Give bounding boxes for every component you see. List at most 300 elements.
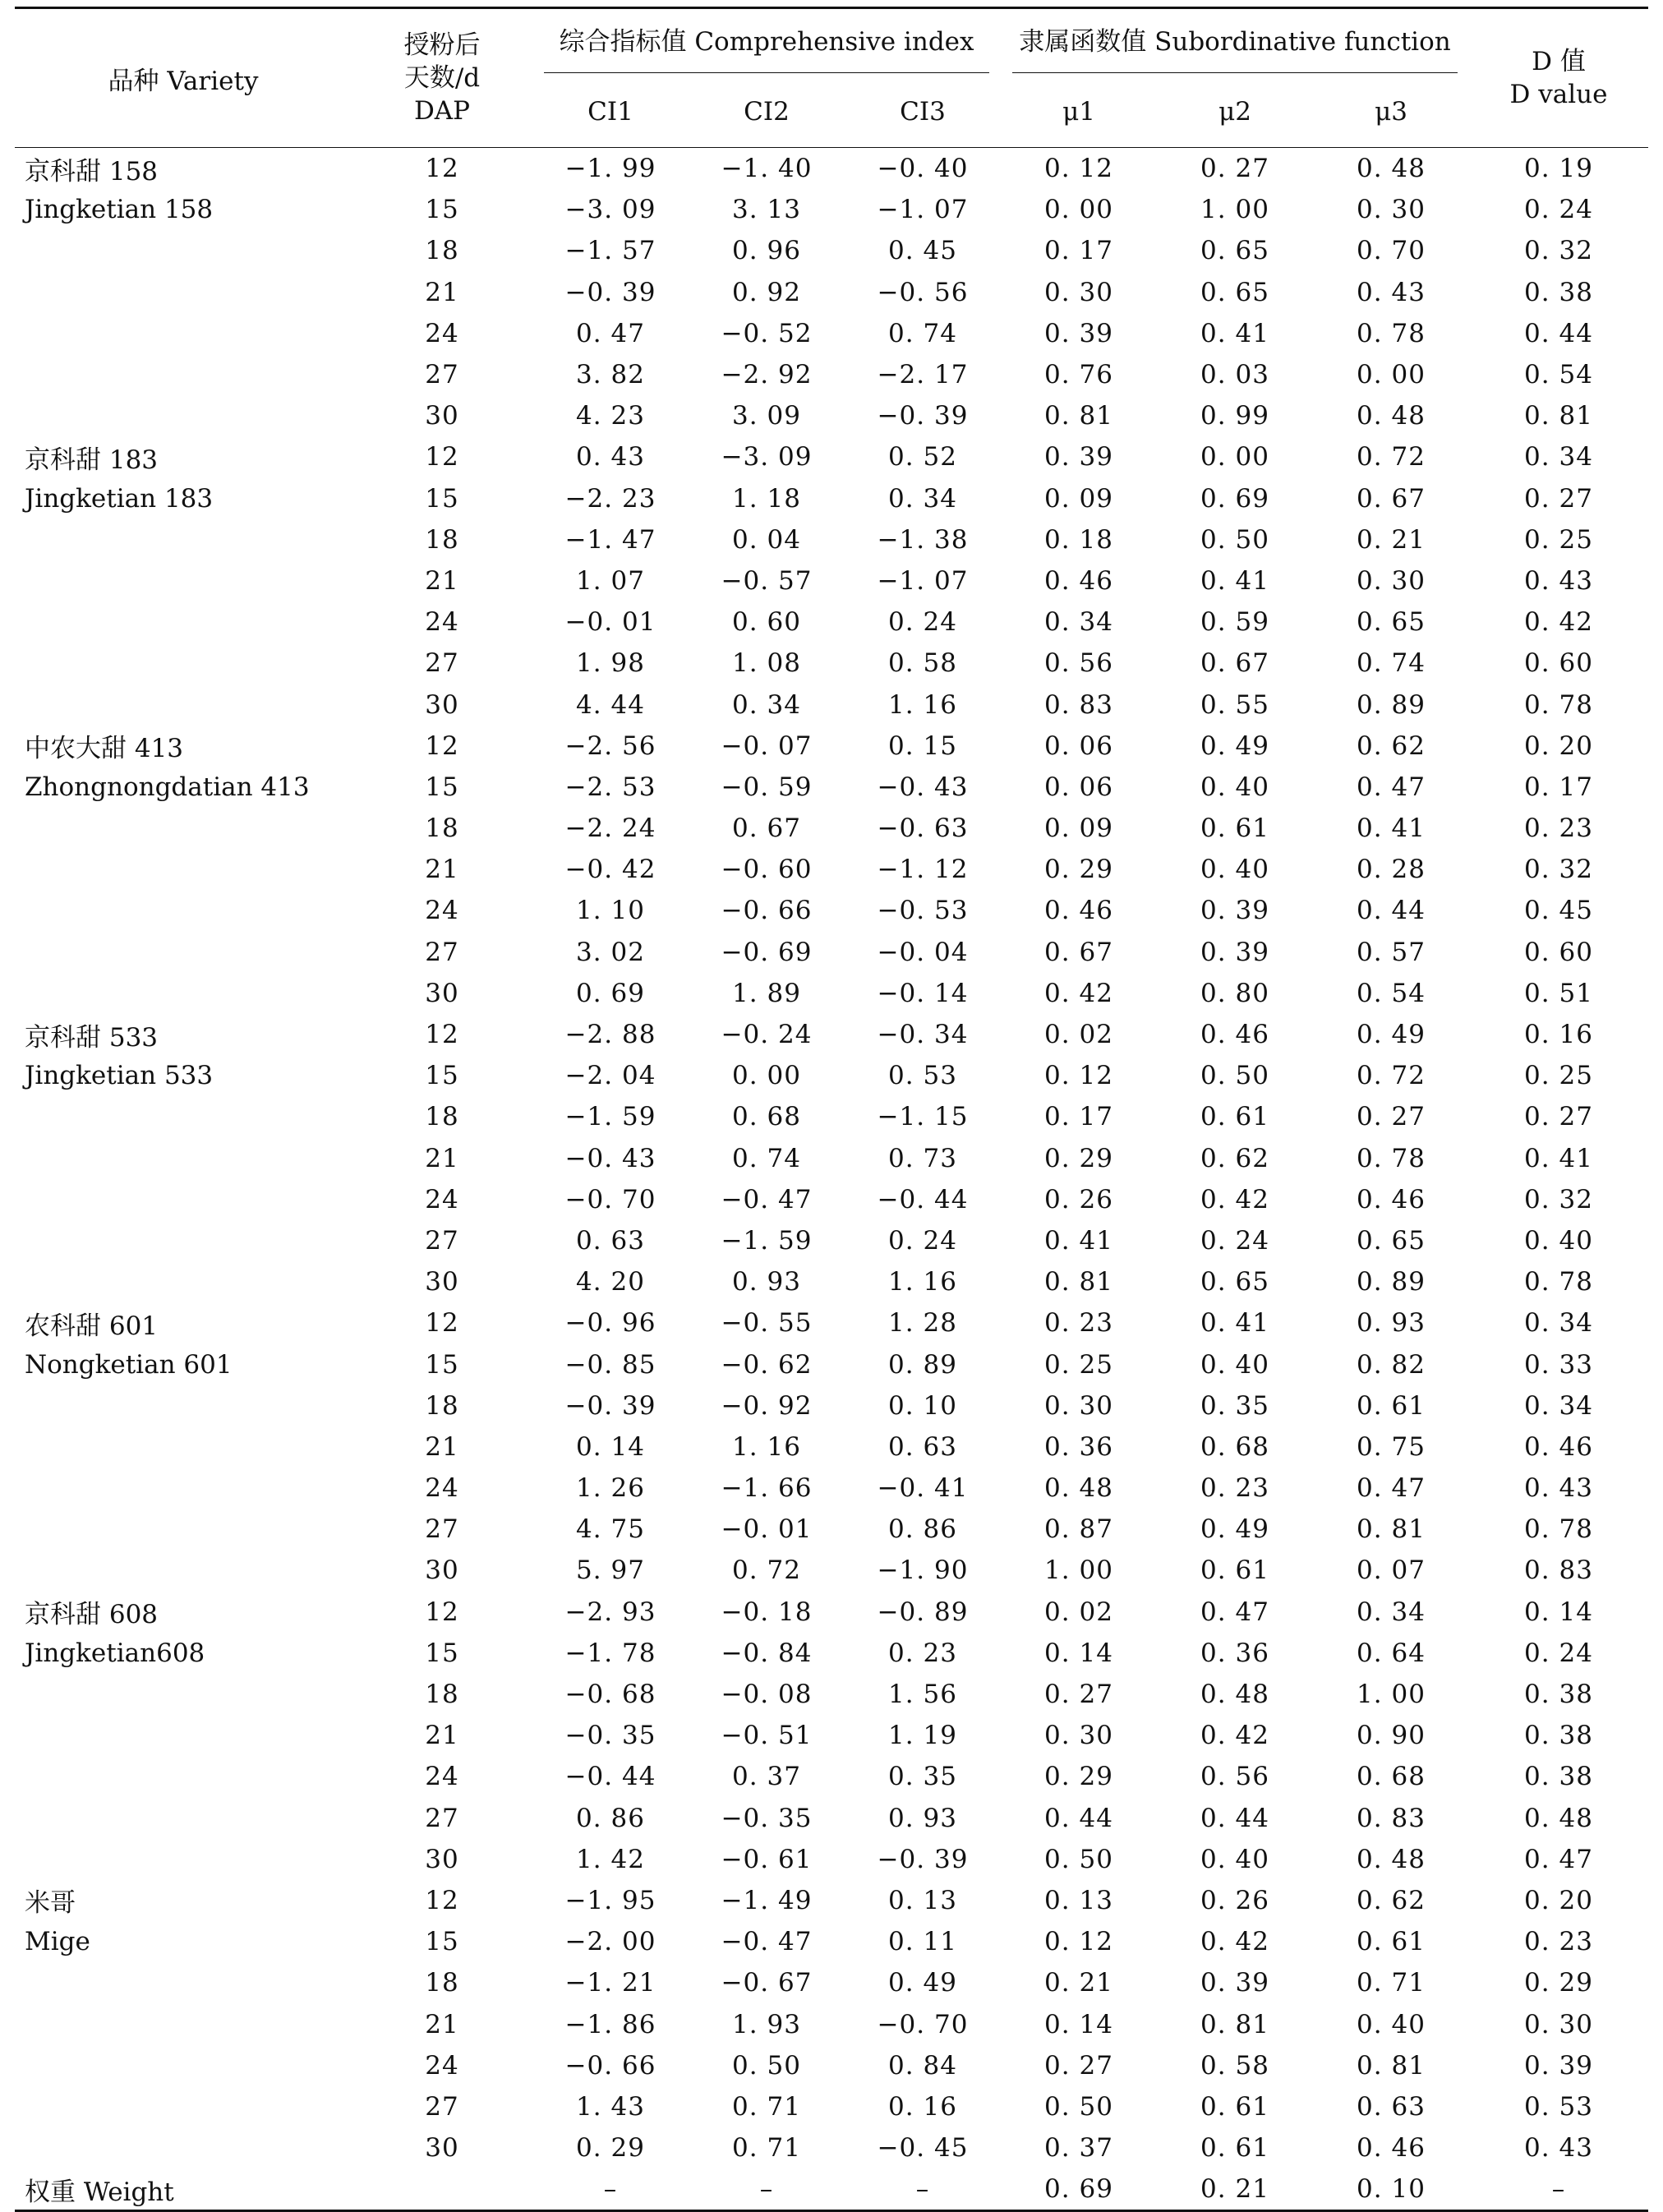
cell-dap: 24	[425, 1473, 459, 1504]
cell-d: 0. 32	[1524, 1184, 1593, 1214]
cell-mu3: 0. 72	[1357, 442, 1426, 472]
cell-mu1: 0. 23	[1044, 1308, 1113, 1339]
cell-ci1: −2. 23	[564, 483, 656, 514]
cell-mu2: 0. 67	[1200, 648, 1269, 679]
cell-dap: 24	[425, 896, 459, 926]
cell-mu1: 0. 13	[1044, 1885, 1113, 1915]
header-ci2: CI2	[689, 76, 845, 148]
cell-ci3: −0. 45	[877, 2133, 969, 2164]
table-row	[15, 2045, 1648, 2086]
cell-d: 0. 83	[1524, 1555, 1593, 1586]
cell-dap: 24	[425, 1762, 459, 1792]
table-row	[15, 684, 1648, 725]
cell-ci2: 3. 13	[732, 195, 801, 225]
cell-ci1: −3. 09	[564, 195, 656, 225]
cell-dap: 21	[425, 855, 459, 885]
table-row	[15, 1055, 1648, 1096]
cell-d: 0. 33	[1524, 1349, 1593, 1380]
cell-variety	[15, 2086, 352, 2127]
cell-mu3: 0. 44	[1357, 896, 1426, 926]
data-table	[15, 7, 1648, 2212]
cell-d: 0. 47	[1524, 1844, 1593, 1874]
cell-mu1: 0. 06	[1044, 730, 1113, 761]
cell-mu1: 0. 29	[1044, 1143, 1113, 1173]
cell-ci2: 0. 60	[732, 607, 801, 638]
table-row	[15, 808, 1648, 849]
cell-ci1: −0. 35	[564, 1721, 656, 1751]
table-row	[15, 313, 1648, 354]
cell-variety	[15, 1096, 352, 1137]
cell-ci3: −0. 89	[877, 1597, 969, 1627]
cell-variety	[15, 1468, 352, 1509]
cell-mu2: 0. 24	[1200, 1225, 1269, 1256]
cell-ci2: −0. 35	[721, 1803, 813, 1833]
cell-mu2: 0. 65	[1200, 236, 1269, 266]
cell-ci3: −1. 90	[877, 1555, 969, 1586]
cell-dap: 24	[425, 2050, 459, 2081]
table-row	[15, 1426, 1648, 1468]
cell-ci1: –	[532, 2168, 689, 2211]
cell-ci2: −1. 66	[721, 1473, 813, 1504]
cell-ci3: −1. 07	[877, 565, 969, 596]
header-mu2: μ2	[1157, 76, 1313, 148]
cell-dap: 27	[425, 1514, 459, 1545]
cell-ci1: −0. 44	[564, 1762, 656, 1792]
cell-dap: 15	[425, 772, 459, 802]
cell-ci3: 0. 15	[888, 730, 957, 761]
cell-dap: 27	[425, 648, 459, 679]
cell-d: 0. 24	[1524, 195, 1593, 225]
cell-d: 0. 51	[1524, 978, 1593, 1008]
cell-variety: Jingketian 533	[25, 1061, 214, 1091]
cell-mu3: 0. 90	[1357, 1721, 1426, 1751]
cell-ci1: −0. 43	[564, 1143, 656, 1173]
cell-mu2: 0. 61	[1200, 2091, 1269, 2122]
cell-mu1: 0. 27	[1044, 1680, 1113, 1710]
cell-ci2: 0. 96	[732, 236, 801, 266]
cell-ci2: −0. 52	[721, 318, 813, 348]
cell-ci3: 0. 10	[888, 1390, 957, 1421]
cell-d: 0. 43	[1524, 565, 1593, 596]
cell-mu1: 0. 29	[1044, 855, 1113, 885]
cell-mu3: 0. 75	[1357, 1431, 1426, 1462]
cell-mu3: 0. 65	[1357, 1225, 1426, 1256]
table-row	[15, 2127, 1648, 2168]
cell-variety: Jingketian608	[25, 1638, 205, 1668]
cell-d: 0. 78	[1524, 1267, 1593, 1297]
cell-mu1: 0. 39	[1044, 442, 1113, 472]
cell-dap: 18	[425, 236, 459, 266]
cell-d: 0. 27	[1524, 483, 1593, 514]
cell-d: 0. 34	[1524, 442, 1593, 472]
cell-dap: 30	[425, 1555, 459, 1586]
header-mu-group	[1001, 8, 1469, 77]
cell-mu3: 0. 27	[1357, 1102, 1426, 1132]
cell-d: 0. 44	[1524, 318, 1593, 348]
cell-mu2: 0. 50	[1200, 1061, 1269, 1091]
cell-variety	[15, 1509, 352, 1550]
cell-ci2: −3. 09	[721, 442, 813, 472]
cell-mu3: 0. 49	[1357, 1020, 1426, 1050]
header-mu3: μ3	[1313, 76, 1469, 148]
table-row	[15, 1343, 1648, 1385]
cell-dap: 21	[425, 565, 459, 596]
cell-d: 0. 78	[1524, 1514, 1593, 1545]
table-row	[15, 230, 1648, 271]
cell-mu3: 0. 81	[1357, 2050, 1426, 2081]
cell-mu3: 0. 83	[1357, 1803, 1426, 1833]
cell-ci2: 0. 67	[732, 813, 801, 844]
table-row	[15, 1756, 1648, 1797]
cell-variety	[15, 1674, 352, 1715]
cell-mu1: 0. 29	[1044, 1762, 1113, 1792]
header-d-value	[1469, 8, 1648, 148]
cell-mu1: 0. 14	[1044, 1638, 1113, 1668]
cell-ci2: −0. 51	[721, 1721, 813, 1751]
cell-variety	[15, 1385, 352, 1426]
cell-dap: 27	[425, 2091, 459, 2122]
cell-mu3: 0. 57	[1357, 937, 1426, 967]
cell-mu2: 0. 49	[1200, 1514, 1269, 1545]
cell-ci3: −0. 39	[877, 401, 969, 431]
cell-dap	[352, 2168, 532, 2211]
cell-mu1: 0. 37	[1044, 2133, 1113, 2164]
cell-mu1: 0. 81	[1044, 1267, 1113, 1297]
cell-ci2: 1. 08	[732, 648, 801, 679]
table-row	[15, 1220, 1648, 1261]
cell-mu2: 0. 03	[1200, 360, 1269, 390]
cell-mu2: 0. 65	[1200, 277, 1269, 307]
cell-dap: 24	[425, 318, 459, 348]
cell-mu1: 0. 46	[1044, 896, 1113, 926]
cell-mu3: 0. 89	[1357, 1267, 1426, 1297]
cell-mu3: 0. 07	[1357, 1555, 1426, 1586]
cell-dap: 30	[425, 1267, 459, 1297]
cell-ci2: −1. 59	[721, 1225, 813, 1256]
header-dap-line-2: 天数/d	[403, 63, 481, 93]
cell-variety	[15, 1756, 352, 1797]
cell-d: 0. 60	[1524, 937, 1593, 967]
cell-mu1: 0. 00	[1044, 195, 1113, 225]
cell-ci3: −2. 17	[877, 360, 969, 390]
cell-ci3: −0. 43	[877, 772, 969, 802]
cell-ci3: 0. 11	[888, 1927, 957, 1957]
cell-mu3: 0. 46	[1357, 1184, 1426, 1214]
cell-d: 0. 16	[1524, 1020, 1593, 1050]
cell-mu1: 0. 48	[1044, 1473, 1113, 1504]
cell-d: 0. 25	[1524, 524, 1593, 555]
cell-ci1: 1. 43	[576, 2091, 645, 2122]
cell-mu2: 0. 26	[1200, 1885, 1269, 1915]
cell-dap: 15	[425, 1349, 459, 1380]
cell-mu2: 0. 61	[1200, 813, 1269, 844]
cell-ci2: 0. 92	[732, 277, 801, 307]
cell-ci1: 0. 29	[576, 2133, 645, 2164]
cell-mu2: 0. 42	[1200, 1184, 1269, 1214]
cell-ci1: 4. 23	[576, 401, 645, 431]
cell-variety	[15, 849, 352, 890]
cell-mu1: 0. 17	[1044, 1102, 1113, 1132]
cell-ci3: −0. 14	[877, 978, 969, 1008]
table-row	[15, 272, 1648, 313]
table-row	[15, 1261, 1648, 1302]
cell-ci3: 0. 49	[888, 1968, 957, 1998]
cell-variety: Jingketian 183	[25, 483, 214, 514]
table-row	[15, 890, 1648, 931]
cell-ci1: −0. 01	[564, 607, 656, 638]
cell-dap: 27	[425, 1225, 459, 1256]
cell-mu1: 0. 12	[1044, 1927, 1113, 1957]
cell-dap: 12	[425, 1597, 459, 1627]
table-row	[15, 436, 1648, 477]
cell-mu1: 0. 34	[1044, 607, 1113, 638]
cell-ci1: 4. 75	[576, 1514, 645, 1545]
cell-mu1: 0. 87	[1044, 1514, 1113, 1545]
table-row	[15, 1014, 1648, 1055]
cell-ci2: −0. 62	[721, 1349, 813, 1380]
cell-mu1: 0. 30	[1044, 277, 1113, 307]
cell-dap: 27	[425, 1803, 459, 1833]
cell-ci1: −1. 99	[564, 154, 656, 184]
cell-dap: 12	[425, 730, 459, 761]
cell-variety	[15, 2003, 352, 2044]
cell-ci2: −0. 01	[721, 1514, 813, 1545]
cell-mu1: 0. 30	[1044, 1390, 1113, 1421]
cell-d: 0. 25	[1524, 1061, 1593, 1091]
cell-ci1: 1. 42	[576, 1844, 645, 1874]
cell-mu3: 0. 65	[1357, 607, 1426, 638]
cell-mu1: 1. 00	[1044, 1555, 1113, 1586]
cell-ci3: 0. 13	[888, 1885, 957, 1915]
cell-ci3: 0. 16	[888, 2091, 957, 2122]
cell-ci1: 0. 43	[576, 442, 645, 472]
cell-variety	[15, 1220, 352, 1261]
cell-mu3: 0. 10	[1313, 2168, 1469, 2211]
cell-ci3: −1. 15	[877, 1102, 969, 1132]
table-row	[15, 478, 1648, 519]
cell-variety	[15, 1962, 352, 2003]
cell-mu2: 0. 00	[1200, 442, 1269, 472]
cell-dap: 15	[425, 1927, 459, 1957]
cell-dap: 30	[425, 978, 459, 1008]
header-d-value-line-1: D 值	[1532, 47, 1586, 76]
cell-ci3: −0. 40	[877, 154, 969, 184]
table-row	[15, 601, 1648, 643]
cell-variety	[15, 313, 352, 354]
cell-ci1: −0. 66	[564, 2050, 656, 2081]
cell-ci1: −2. 53	[564, 772, 656, 802]
cell-ci3: 0. 73	[888, 1143, 957, 1173]
cell-ci3: −0. 44	[877, 1184, 969, 1214]
cell-d: 0. 78	[1524, 689, 1593, 720]
cell-dap: 18	[425, 524, 459, 555]
cell-mu2: 0. 41	[1200, 318, 1269, 348]
cell-mu2: 0. 62	[1200, 1143, 1269, 1173]
cell-dap: 15	[425, 1061, 459, 1091]
cell-dap: 30	[425, 689, 459, 720]
cell-mu2: 0. 81	[1200, 2009, 1269, 2039]
table-row	[15, 1096, 1648, 1137]
cell-mu2: 0. 65	[1200, 1267, 1269, 1297]
cell-mu2: 0. 21	[1157, 2168, 1313, 2211]
cell-variety: 米哥	[25, 1888, 76, 1919]
cell-mu2: 0. 50	[1200, 524, 1269, 555]
cell-mu3: 0. 70	[1357, 236, 1426, 266]
header-mu-group-label: 隶属函数值 Subordinative function	[1012, 12, 1458, 73]
cell-d: 0. 14	[1524, 1597, 1593, 1627]
cell-mu2: 0. 42	[1200, 1927, 1269, 1957]
cell-mu2: 0. 44	[1200, 1803, 1269, 1833]
cell-mu1: 0. 50	[1044, 1844, 1113, 1874]
cell-d: 0. 41	[1524, 1143, 1593, 1173]
cell-mu3: 0. 48	[1357, 401, 1426, 431]
cell-mu3: 0. 62	[1357, 1885, 1426, 1915]
cell-ci3: 0. 84	[888, 2050, 957, 2081]
cell-ci1: −1. 59	[564, 1102, 656, 1132]
cell-variety	[15, 519, 352, 560]
cell-dap: 12	[425, 1885, 459, 1915]
cell-ci1: −0. 42	[564, 855, 656, 885]
cell-ci2: −0. 07	[721, 730, 813, 761]
cell-ci3: −0. 34	[877, 1020, 969, 1050]
cell-ci1: 0. 86	[576, 1803, 645, 1833]
table-row	[15, 189, 1648, 230]
cell-ci2: −0. 55	[721, 1308, 813, 1339]
cell-ci3: 0. 53	[888, 1061, 957, 1091]
cell-mu3: 0. 89	[1357, 689, 1426, 720]
cell-dap: 27	[425, 937, 459, 967]
cell-variety	[15, 395, 352, 436]
cell-mu1: 0. 67	[1044, 937, 1113, 967]
cell-ci3: −1. 38	[877, 524, 969, 555]
cell-ci1: −0. 70	[564, 1184, 656, 1214]
cell-d: 0. 60	[1524, 648, 1593, 679]
cell-ci3: 0. 24	[888, 607, 957, 638]
cell-mu3: 0. 71	[1357, 1968, 1426, 1998]
cell-ci2: 0. 71	[732, 2133, 801, 2164]
cell-ci3: 0. 89	[888, 1349, 957, 1380]
table-row	[15, 1179, 1648, 1220]
cell-ci2: 1. 93	[732, 2009, 801, 2039]
cell-mu2: 0. 61	[1200, 2133, 1269, 2164]
cell-ci2: 0. 74	[732, 1143, 801, 1173]
cell-variety: 农科甜 601	[25, 1311, 159, 1341]
cell-ci3: 0. 86	[888, 1514, 957, 1545]
cell-dap: 12	[425, 1020, 459, 1050]
cell-ci2: −0. 67	[721, 1968, 813, 1998]
table-row	[15, 2168, 1648, 2211]
header-ci1: CI1	[532, 76, 689, 148]
cell-mu2: 0. 40	[1200, 1349, 1269, 1380]
cell-variety: 京科甜 158	[25, 156, 159, 187]
cell-variety	[15, 601, 352, 643]
cell-d: 0. 45	[1524, 896, 1593, 926]
cell-mu2: 0. 68	[1200, 1431, 1269, 1462]
cell-variety: 京科甜 533	[25, 1022, 159, 1053]
cell-mu2: 0. 42	[1200, 1721, 1269, 1751]
cell-mu3: 0. 43	[1357, 277, 1426, 307]
table-row	[15, 1385, 1648, 1426]
header-d-value-line-2: D value	[1509, 80, 1608, 109]
cell-ci3: 0. 34	[888, 483, 957, 514]
header-mu1: μ1	[1001, 76, 1157, 148]
cell-mu2: 0. 27	[1200, 154, 1269, 184]
cell-ci1: −1. 95	[564, 1885, 656, 1915]
table-row	[15, 1962, 1648, 2003]
cell-d: 0. 20	[1524, 730, 1593, 761]
cell-ci3: −0. 53	[877, 896, 969, 926]
cell-ci2: 0. 68	[732, 1102, 801, 1132]
cell-mu1: 0. 81	[1044, 401, 1113, 431]
cell-d: 0. 38	[1524, 277, 1593, 307]
cell-mu2: 0. 39	[1200, 937, 1269, 967]
cell-ci3: 1. 56	[888, 1680, 957, 1710]
cell-d: 0. 23	[1524, 1927, 1593, 1957]
cell-ci1: −2. 56	[564, 730, 656, 761]
cell-dap: 12	[425, 154, 459, 184]
cell-mu2: 1. 00	[1200, 195, 1269, 225]
cell-variety	[15, 1179, 352, 1220]
cell-mu1: 0. 26	[1044, 1184, 1113, 1214]
cell-ci1: −0. 85	[564, 1349, 656, 1380]
cell-mu2: 0. 61	[1200, 1555, 1269, 1586]
cell-mu3: 0. 34	[1357, 1597, 1426, 1627]
cell-dap: 18	[425, 1390, 459, 1421]
cell-variety	[15, 1261, 352, 1302]
cell-d: 0. 20	[1524, 1885, 1593, 1915]
cell-variety: 权重 Weight	[15, 2168, 352, 2211]
cell-d: 0. 39	[1524, 2050, 1593, 2081]
cell-mu2: 0. 59	[1200, 607, 1269, 638]
table-row	[15, 1674, 1648, 1715]
cell-ci3: 1. 19	[888, 1721, 957, 1751]
cell-d: 0. 53	[1524, 2091, 1593, 2122]
cell-ci3: 0. 74	[888, 318, 957, 348]
cell-ci1: 4. 44	[576, 689, 645, 720]
cell-variety	[15, 1839, 352, 1880]
cell-dap: 15	[425, 195, 459, 225]
table-row	[15, 1880, 1648, 1921]
cell-d: 0. 34	[1524, 1308, 1593, 1339]
cell-mu3: 1. 00	[1357, 1680, 1426, 1710]
cell-mu2: 0. 36	[1200, 1638, 1269, 1668]
cell-ci3: −0. 70	[877, 2009, 969, 2039]
cell-ci1: −0. 39	[564, 1390, 656, 1421]
table-row	[15, 767, 1648, 808]
cell-d: 0. 34	[1524, 1390, 1593, 1421]
cell-dap: 18	[425, 1968, 459, 1998]
header-dap	[352, 8, 532, 148]
cell-mu1: 0. 02	[1044, 1597, 1113, 1627]
cell-mu2: 0. 49	[1200, 730, 1269, 761]
cell-mu2: 0. 35	[1200, 1390, 1269, 1421]
cell-mu3: 0. 78	[1357, 318, 1426, 348]
cell-ci3: 0. 52	[888, 442, 957, 472]
cell-mu3: 0. 74	[1357, 648, 1426, 679]
table-row	[15, 1302, 1648, 1343]
cell-ci1: 4. 20	[576, 1267, 645, 1297]
cell-ci1: 0. 47	[576, 318, 645, 348]
table-row	[15, 2003, 1648, 2044]
cell-ci1: 1. 98	[576, 648, 645, 679]
cell-mu3: 0. 46	[1357, 2133, 1426, 2164]
cell-mu2: 0. 69	[1200, 483, 1269, 514]
cell-ci1: −1. 21	[564, 1968, 656, 1998]
cell-dap: 30	[425, 2133, 459, 2164]
cell-d: –	[1469, 2168, 1648, 2211]
cell-mu1: 0. 09	[1044, 483, 1113, 514]
cell-ci2: –	[689, 2168, 845, 2211]
